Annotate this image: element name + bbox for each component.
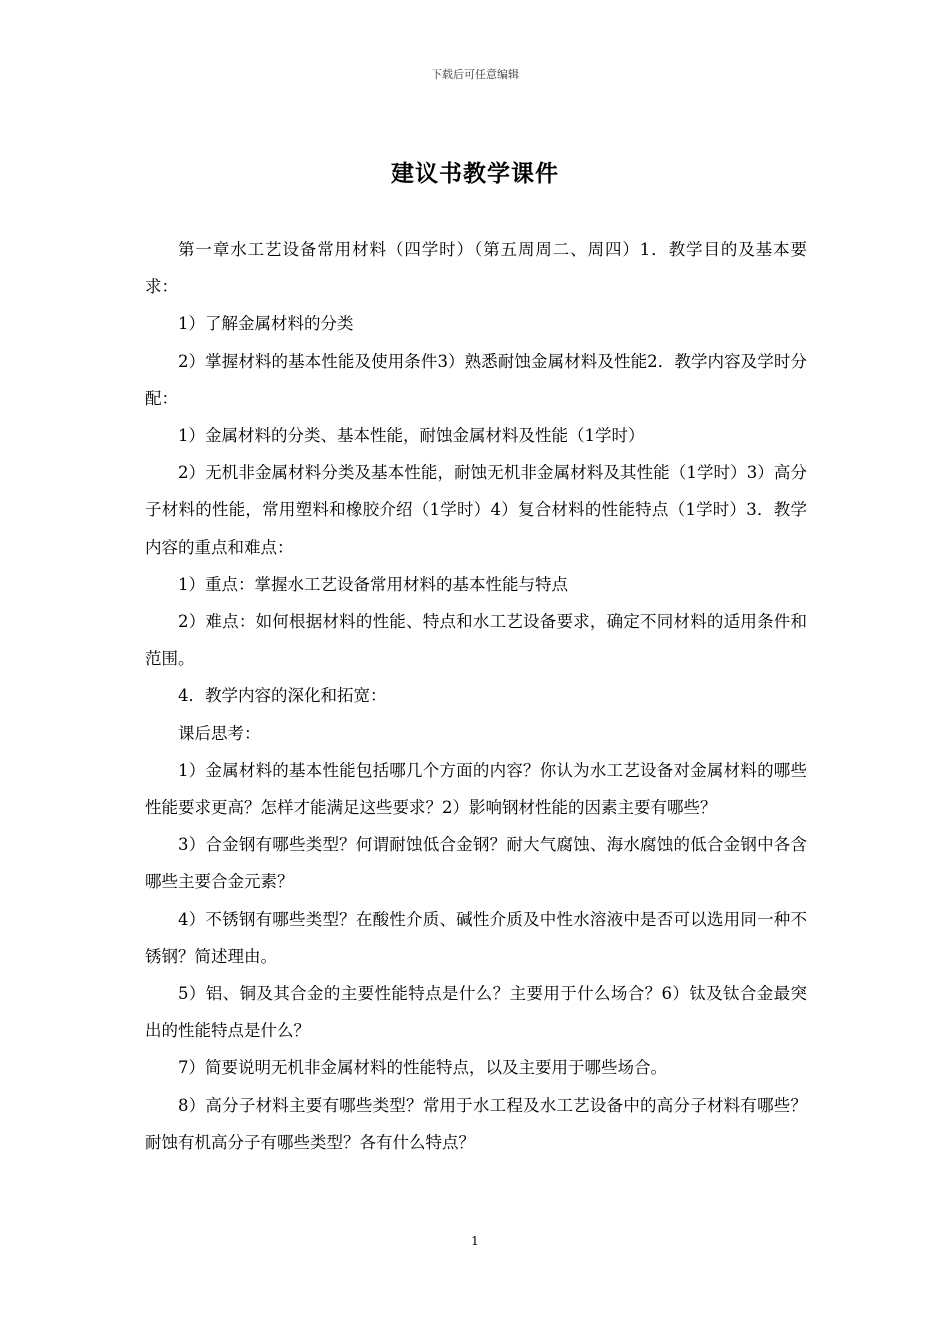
paragraph-chapter-intro: 第一章水工艺设备常用材料（四学时）（第五周周二、周四）1．教学目的及基本要求： (145, 240, 807, 297)
paragraph-review-heading: 课后思考： (178, 723, 261, 743)
paragraph-question-3: 3）合金钢有哪些类型？何谓耐蚀低合金钢？耐大气腐蚀、海水腐蚀的低合金钢中各含哪些主要合金元素？ (145, 835, 807, 892)
paragraph-question-4: 4）不锈钢有哪些类型？在酸性介质、碱性介质及中性水溶液中是否可以选用同一种不锈钢？简述理由。 (145, 909, 807, 966)
paragraph-content-1: 1）金属材料的分类、基本性能，耐蚀金属材料及性能（1学时） (178, 426, 645, 446)
document-body (145, 231, 807, 1161)
paragraph-objective-1: 1）了解金属材料的分类 (178, 314, 354, 334)
paragraph-objective-2: 2）掌握材料的基本性能及使用条件3）熟悉耐蚀金属材料及性能2．教学内容及学时分配： (145, 351, 807, 408)
document-title: 建议书教学课件 (391, 160, 559, 187)
page-number: 1 (471, 1234, 479, 1248)
paragraph-question-5: 5）铝、铜及其合金的主要性能特点是什么？主要用于什么场合？6）钛及钛合金最突出的性能特点是什么？ (145, 984, 807, 1041)
paragraph-question-1: 1）金属材料的基本性能包括哪几个方面的内容？你认为水工艺设备对金属材料的哪些性能要求更高？怎样才能满足这些要求？2）影响钢材性能的因素主要有哪些？ (145, 760, 807, 818)
paragraph-content-2: 2）无机非金属材料分类及基本性能，耐蚀无机非金属材料及其性能（1学时）3）高分子材料的性能，常用塑料和橡胶介绍（1学时）4）复合材料的性能特点（1学时）3．教学内容的重点和难点： (145, 463, 807, 557)
header-note: 下载后可任意编辑 (431, 68, 519, 81)
paragraph-extension-heading: 4．教学内容的深化和拓宽： (178, 686, 387, 706)
paragraph-question-7: 7）简要说明无机非金属材料的性能特点，以及主要用于哪些场合。 (178, 1058, 667, 1078)
paragraph-key-point: 1）重点：掌握水工艺设备常用材料的基本性能与特点 (178, 574, 568, 594)
paragraph-question-8: 8）高分子材料主要有哪些类型？常用于水工程及水工艺设备中的高分子材料有哪些？耐蚀有机高分子有哪些类型？各有什么特点？ (145, 1095, 807, 1152)
paragraph-difficulty: 2）难点：如何根据材料的性能、特点和水工艺设备要求，确定不同材料的适用条件和范围。 (145, 612, 807, 669)
